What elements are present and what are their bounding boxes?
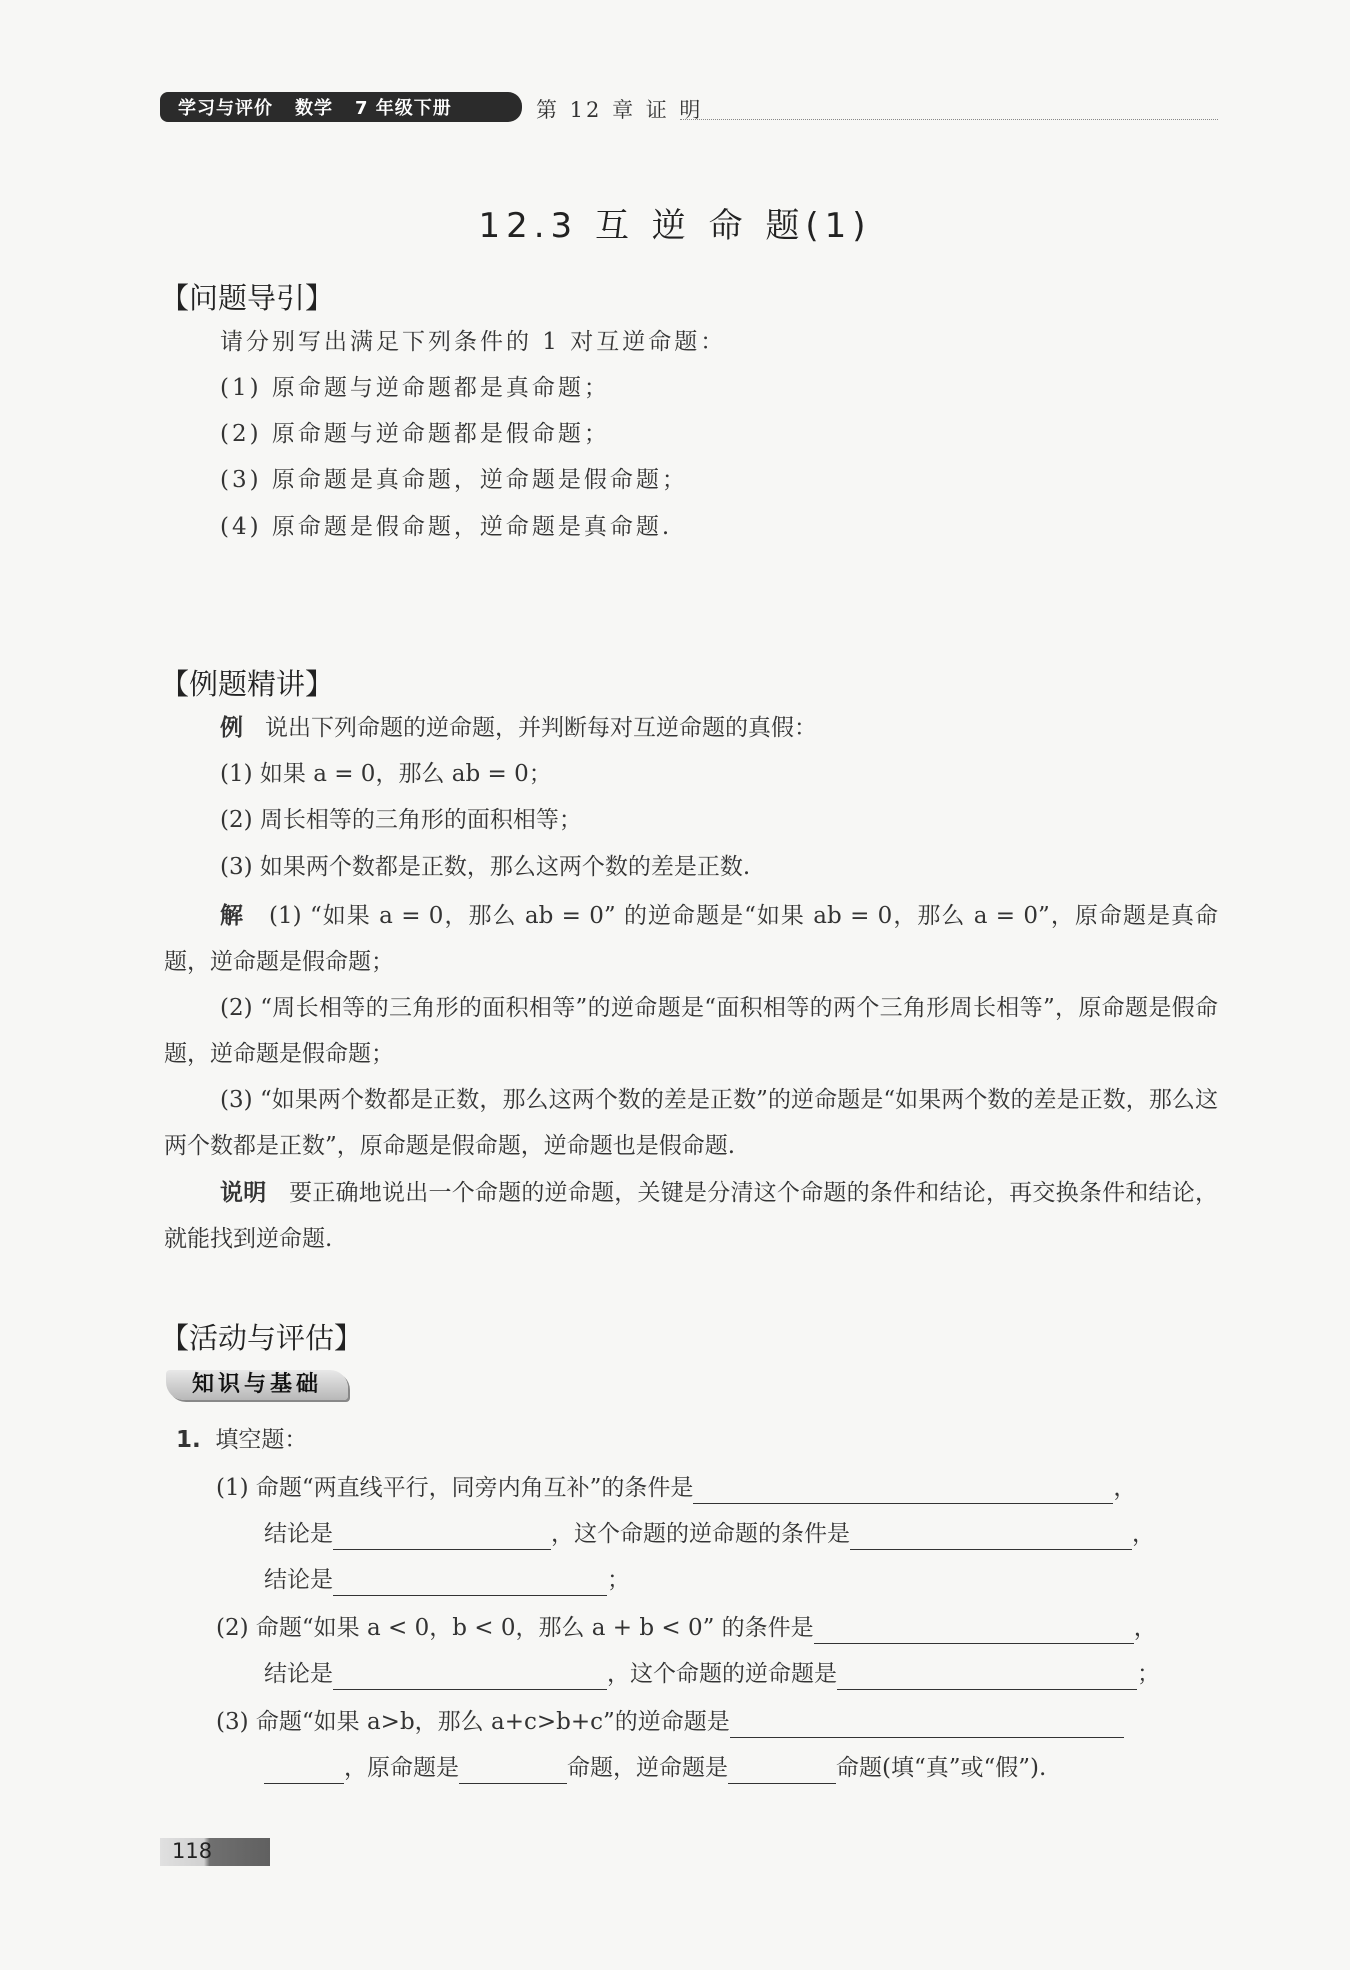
solution-part-2: (2) “周长相等的三角形的面积相等”的逆命题是“面积相等的两个三角形周长相等”，原命题是假命题，逆命题是假命题； — [164, 995, 1218, 1067]
answer-blank[interactable] — [837, 1665, 1137, 1690]
guide-item-3: (3) 原命题是真命题，逆命题是假命题； — [220, 467, 688, 493]
q1-3-hint: 命题(填“真”或“假”). — [836, 1755, 1047, 1781]
question-text: 填空题： — [215, 1427, 308, 1453]
guide-intro: 请分别写出满足下列条件的 1 对互逆命题： — [220, 329, 727, 355]
guide-item-1: (1) 原命题与逆命题都是真命题； — [220, 375, 610, 401]
knowledge-basics-badge: 知识与基础 — [166, 1370, 348, 1400]
example-item-3: (3) 如果两个数都是正数，那么这两个数的差是正数. — [220, 854, 751, 880]
header-pill — [160, 92, 522, 122]
q1-1-converse-label: ，这个命题的逆命题的条件是 — [551, 1521, 850, 1547]
solution-label: 解 — [220, 903, 245, 929]
solution-part-3: (3) “如果两个数都是正数，那么这两个数的差是正数”的逆命题是“如果两个数的差是正数，那么这两个数都是正数”，原命题是假命题，逆命题也是假命题. — [164, 1087, 1218, 1159]
q1-3-line-a — [216, 1706, 1124, 1738]
running-header — [160, 92, 1218, 126]
question-1 — [176, 1424, 307, 1456]
note-text: 要正确地说出一个命题的逆命题，关键是分清这个命题的条件和结论，再交换条件和结论，就能找到逆命题. — [164, 1180, 1219, 1252]
q1-1-line-a: (1) 命题“两直线平行，同旁内角互补”的条件是 ， — [216, 1472, 1136, 1504]
answer-blank[interactable] — [693, 1479, 1113, 1504]
example-text: 说出下列命题的逆命题，并判断每对互逆命题的真假： — [264, 715, 817, 741]
answer-blank[interactable] — [333, 1525, 551, 1550]
question-number: 1. — [176, 1427, 201, 1453]
q1-2-line-b: 结论是 ，这个命题的逆命题是 ； — [264, 1658, 1160, 1690]
answer-blank[interactable] — [459, 1759, 567, 1784]
guide-item-2: (2) 原命题与逆命题都是假命题； — [220, 421, 610, 447]
answer-blank[interactable] — [333, 1571, 607, 1596]
page-title: 12.3 互 逆 命 题(1) — [478, 206, 872, 246]
q1-1-converse-conclusion-label: 结论是 — [264, 1567, 333, 1593]
note-label: 说明 — [220, 1180, 267, 1206]
guide-item-4: (4) 原命题是假命题，逆命题是真命题. — [220, 514, 673, 540]
q1-3-prompt: (3) 命题“如果 a>b，那么 a+c>b+c”的逆命题是 — [216, 1709, 730, 1735]
grade-name: 7 年级下册 — [355, 98, 452, 119]
note-paragraph — [164, 1170, 1218, 1262]
example-label: 例 — [220, 715, 243, 741]
chapter-label: 第 12 章 证 明 — [536, 98, 704, 122]
q1-2-converse-label: ，这个命题的逆命题是 — [607, 1661, 837, 1687]
page-number-tab — [160, 1838, 270, 1866]
section-heading-activities: 【活动与评估】 — [160, 1321, 364, 1355]
header-dotted-rule — [680, 119, 1218, 120]
subject-name: 数学 — [295, 98, 333, 119]
answer-blank[interactable] — [264, 1759, 344, 1784]
answer-blank[interactable] — [728, 1759, 836, 1784]
answer-blank[interactable] — [814, 1619, 1134, 1644]
section-heading-examples: 【例题精讲】 — [160, 667, 335, 701]
answer-blank[interactable] — [850, 1525, 1132, 1550]
answer-blank[interactable] — [333, 1665, 607, 1690]
solution-text-1: (1) “如果 a = 0，那么 ab = 0” 的逆命题是“如果 ab = 0，那么 a = 0”，原命题是真命题，逆命题是假命题； — [164, 903, 1218, 975]
q1-2-conclusion-label: 结论是 — [264, 1661, 333, 1687]
answer-blank[interactable] — [730, 1713, 1124, 1738]
q1-2-line-a: (2) 命题“如果 a < 0，b < 0，那么 a + b < 0” 的条件是 ， — [216, 1612, 1157, 1644]
q1-1-prompt: (1) 命题“两直线平行，同旁内角互补”的条件是 — [216, 1475, 694, 1501]
q1-1-conclusion-label: 结论是 — [264, 1521, 333, 1547]
solution-part-1 — [164, 893, 1218, 985]
example-statement — [220, 712, 817, 744]
q1-3-original-label: ，原命题是 — [344, 1755, 459, 1781]
q1-1-line-c: 结论是 ； — [264, 1564, 630, 1596]
book-name: 学习与评价 — [178, 98, 273, 119]
q1-3-converse-label: 命题，逆命题是 — [567, 1755, 728, 1781]
example-item-1: (1) 如果 a = 0，那么 ab = 0； — [220, 761, 552, 787]
q1-3-line-b — [264, 1752, 1046, 1784]
q1-2-prompt: (2) 命题“如果 a < 0，b < 0，那么 a + b < 0” 的条件是 — [216, 1615, 814, 1641]
section-heading-guide: 【问题导引】 — [160, 281, 335, 315]
page-number: 118 — [172, 1839, 213, 1863]
example-item-2: (2) 周长相等的三角形的面积相等； — [220, 807, 582, 833]
q1-1-line-b: 结论是 ，这个命题的逆命题的条件是 ， — [264, 1518, 1155, 1550]
